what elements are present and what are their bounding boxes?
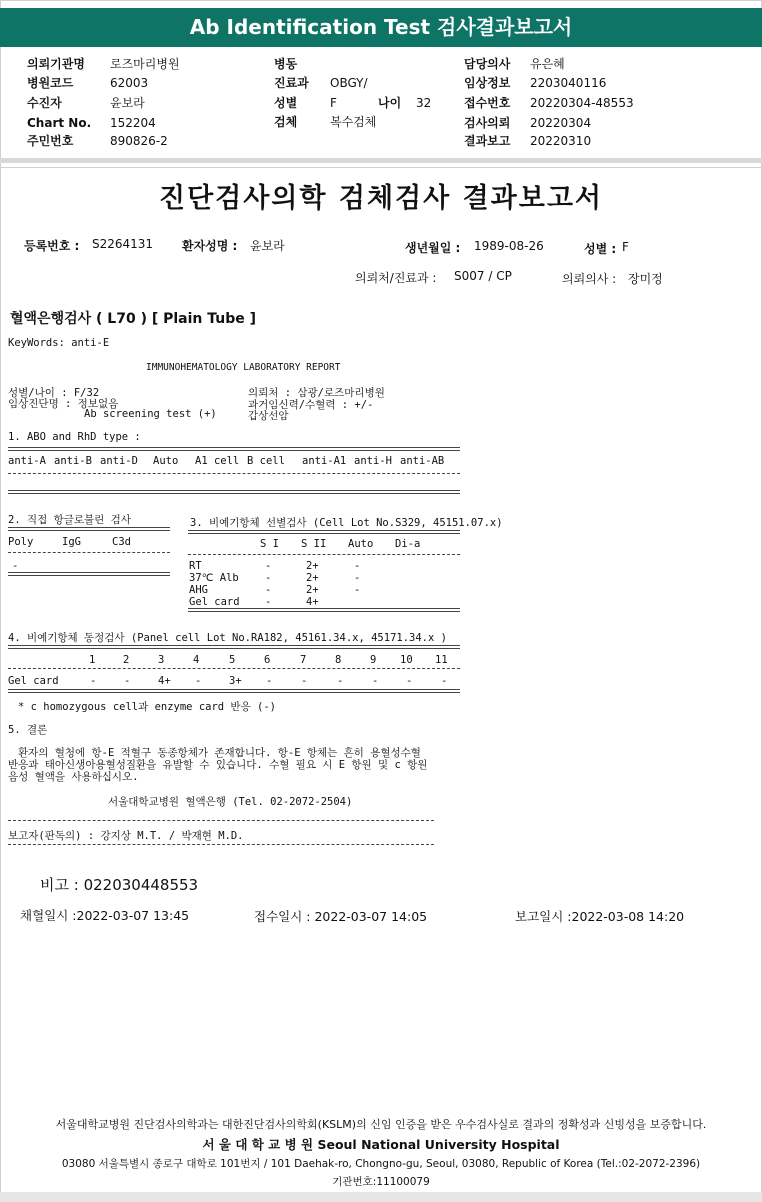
divider-thick — [0, 158, 762, 163]
info-label: 병원코드 — [27, 76, 74, 90]
sec4-cell: - — [441, 675, 448, 687]
dept-value: S007 / CP — [454, 269, 512, 283]
info-label: 병동 — [274, 57, 298, 71]
sec1-col: A1 cell — [195, 455, 240, 467]
double-rule — [8, 447, 460, 451]
sec4-col: 1 — [89, 654, 96, 666]
reg-value: S2264131 — [92, 237, 154, 251]
info-label: 검사의뢰 — [464, 116, 511, 130]
sec4-col: 3 — [158, 654, 165, 666]
info-value: 890826-2 — [110, 134, 168, 148]
sec4-col: 4 — [193, 654, 200, 666]
footer-inst: 기관번호:11100079 — [332, 1176, 430, 1188]
sec3-cell: - — [265, 596, 272, 608]
hospital-name-kr: 서 울 대 학 교 병 원 — [202, 1137, 314, 1152]
double-rule — [8, 527, 170, 531]
test-title: 혈액은행검사 ( L70 ) [ Plain Tube ] — [10, 311, 257, 327]
single-rule — [8, 552, 170, 553]
sec3-cell: - — [354, 584, 361, 596]
sec4-cell: - — [266, 675, 273, 687]
info-value: OBGY/ — [330, 76, 368, 90]
info-label: 담당의사 — [464, 57, 511, 71]
info-value: 2203040116 — [530, 76, 607, 90]
sec4-col: 9 — [370, 654, 377, 666]
sec1-col: anti-A1 — [302, 455, 347, 467]
dept-label: 의뢰처/진료과 : — [355, 271, 437, 285]
info-value: 62003 — [110, 76, 149, 90]
sex-label: 성별 : — [584, 242, 617, 256]
info-label: 검체 — [274, 115, 298, 129]
report-title: 진단검사의학 검체검사 결과보고서 — [158, 183, 604, 214]
double-rule — [8, 490, 460, 494]
info-label: 나이 — [378, 96, 402, 110]
single-rule — [8, 668, 460, 669]
sec4-col: 7 — [300, 654, 307, 666]
doctor-label: 의뢰의사 : — [562, 272, 617, 286]
reg-label: 등록번호 : — [24, 239, 80, 253]
sec4-cell: - — [372, 675, 379, 687]
sec1-col: anti-AB — [400, 455, 445, 467]
sec3-cell: 2+ — [306, 572, 319, 584]
sec3-row-label: AHG — [189, 584, 208, 596]
info-value: 20220304 — [530, 116, 592, 130]
sex-age: 성별/나이 : F/32 — [8, 387, 100, 399]
info-value: 윤보라 — [110, 96, 145, 110]
section-3-title: 3. 비예기항체 선별검사 (Cell Lot No.S329, 45151.07.x) — [190, 517, 503, 529]
sec4-col: 11 — [435, 654, 448, 666]
sec3-row-label: RT — [189, 560, 202, 572]
sec3-col: Auto — [348, 538, 374, 550]
info-value: 20220310 — [530, 134, 592, 148]
sec3-cell: - — [265, 572, 272, 584]
sec1-col: anti-H — [354, 455, 392, 467]
single-rule — [8, 473, 460, 474]
single-rule — [8, 820, 434, 821]
report-header: Ab Identification Test 검사결과보고서 — [0, 8, 762, 47]
sec3-col: Di-a — [395, 538, 421, 550]
name-value: 윤보라 — [250, 239, 285, 253]
sec3-col: S I — [260, 538, 279, 550]
sec3-cell: 2+ — [306, 560, 319, 572]
requester: 의뢰처 : 삼광/로즈마리병원 — [248, 387, 385, 399]
sec3-row-label: 37℃ Alb — [189, 572, 239, 584]
info-value: F — [330, 96, 337, 110]
reporter: 보고자(판독의) : 강지상 M.T. / 박재현 M.D. — [8, 830, 244, 842]
sex-value: F — [622, 240, 629, 254]
sec2-value: - — [12, 560, 19, 572]
single-rule — [188, 554, 460, 555]
info-label: 수진자 — [27, 96, 62, 110]
sec2-col: IgG — [62, 536, 81, 548]
section-1-title: 1. ABO and RhD type : — [8, 431, 141, 443]
info-value: 로즈마리병원 — [110, 57, 180, 71]
conclusion-line: 음성 혈액을 사용하십시오. — [8, 771, 139, 783]
double-rule — [8, 572, 170, 576]
footer-address: 03080 서울특별시 종로구 대학로 101번지 / 101 Daehak-ro, Chongno-gu, Seoul, 03080, Republic of Korea (Tel.:02-2072-2396) — [61, 1158, 701, 1170]
sec3-cell: - — [265, 584, 272, 596]
report-time: 보고일시 :2022-03-08 14:20 — [515, 909, 685, 924]
sec4-col: 6 — [264, 654, 271, 666]
dob-label: 생년월일 : — [405, 241, 461, 255]
sec4-cell: 3+ — [229, 675, 242, 687]
sec2-col: C3d — [112, 536, 131, 548]
info-value: 복수검체 — [330, 115, 377, 129]
divider-thin — [0, 167, 762, 168]
single-rule — [8, 844, 434, 845]
sec1-col: anti-B — [54, 455, 92, 467]
info-label: 임상정보 — [464, 76, 511, 90]
info-value: 32 — [416, 96, 432, 110]
sec3-cell: - — [354, 572, 361, 584]
sec1-col: Auto — [153, 455, 179, 467]
bottom-bar — [0, 1192, 762, 1202]
bloodbank: 서울대학교병원 혈액은행 (Tel. 02-2072-2504) — [108, 796, 353, 808]
sec4-note: * c homozygous cell과 enzyme card 반응 (-) — [18, 701, 277, 713]
sec3-row-label: Gel card — [189, 596, 240, 608]
sec1-col: B cell — [247, 455, 285, 467]
conclusion-line: 환자의 혈청에 항-E 적혈구 동종항체가 존재합니다. 항-E 항체는 흔히 용혈성수혈 — [18, 747, 421, 759]
sec3-cell: 2+ — [306, 584, 319, 596]
conclusion-line: 반응과 태아신생아용혈성질환을 유발할 수 있습니다. 수혈 필요 시 E 항원 및 c 항원 — [8, 759, 428, 771]
hospital-name-en: Seoul National University Hospital — [317, 1137, 560, 1152]
sec4-col: 10 — [400, 654, 413, 666]
keywords: KeyWords: anti-E — [8, 337, 110, 349]
section-5-title: 5. 결론 — [8, 724, 48, 736]
clinical: 갑상선암 — [248, 410, 289, 422]
sec4-cell: - — [124, 675, 131, 687]
info-label: 의뢰기관명 — [27, 57, 85, 71]
double-rule — [188, 608, 460, 612]
sec3-cell: - — [265, 560, 272, 572]
info-label: 주민번호 — [27, 134, 74, 148]
sec4-col: 8 — [335, 654, 342, 666]
history: 과거임신력/수혈력 : +/- — [248, 399, 374, 411]
sec2-col: Poly — [8, 536, 34, 548]
info-value: 20220304-48553 — [530, 96, 634, 110]
info-label: Chart No. — [27, 116, 92, 130]
double-rule — [188, 530, 460, 534]
footer-hospital — [0, 1135, 762, 1153]
sec1-col: anti-D — [100, 455, 138, 467]
section-2-title: 2. 직접 항글로불린 검사 — [8, 514, 131, 526]
sec3-cell: - — [354, 560, 361, 572]
screening: Ab screening test (+) — [84, 408, 217, 420]
info-label: 진료과 — [274, 76, 309, 90]
info-value: 152204 — [110, 116, 156, 130]
sec4-cell: - — [406, 675, 413, 687]
info-value: 유은혜 — [530, 57, 565, 71]
sec3-col: S II — [301, 538, 327, 550]
info-label: 결과보고 — [464, 134, 511, 148]
info-label: 접수번호 — [464, 96, 511, 110]
sec3-cell: 4+ — [306, 596, 319, 608]
sec4-cell: 4+ — [158, 675, 171, 687]
sec4-cell: - — [195, 675, 202, 687]
name-label: 환자성명 : — [182, 239, 238, 253]
section-4-title: 4. 비예기항체 동정검사 (Panel cell Lot No.RA182, 45161.34.x, 45171.34.x ) — [8, 632, 447, 644]
remark: 비고 : 022030448553 — [40, 876, 199, 894]
sec4-col: 5 — [229, 654, 236, 666]
sec4-cell: - — [337, 675, 344, 687]
dob-value: 1989-08-26 — [474, 239, 544, 253]
collect-time: 채혈일시 :2022-03-07 13:45 — [20, 908, 190, 923]
sec4-row-label: Gel card — [8, 675, 59, 687]
diagnosis: 임상진단명 : 정보없음 — [8, 398, 119, 410]
info-label: 성별 — [274, 96, 298, 110]
double-rule — [8, 689, 460, 693]
sec4-col: 2 — [123, 654, 130, 666]
doctor-value: 장미정 — [628, 272, 663, 286]
lab-title: IMMUNOHEMATOLOGY LABORATORY REPORT — [146, 362, 341, 373]
sec4-cell: - — [90, 675, 97, 687]
sec4-cell: - — [301, 675, 308, 687]
sec1-col: anti-A — [8, 455, 46, 467]
receive-time: 접수일시 : 2022-03-07 14:05 — [254, 909, 428, 924]
footer-cert: 서울대학교병원 진단검사의학과는 대한진단검사의학회(KSLM)의 신임 인증을 받은 우수검사실로 결과의 정확성과 신빙성을 보증합니다. — [55, 1118, 707, 1131]
double-rule — [8, 645, 460, 649]
